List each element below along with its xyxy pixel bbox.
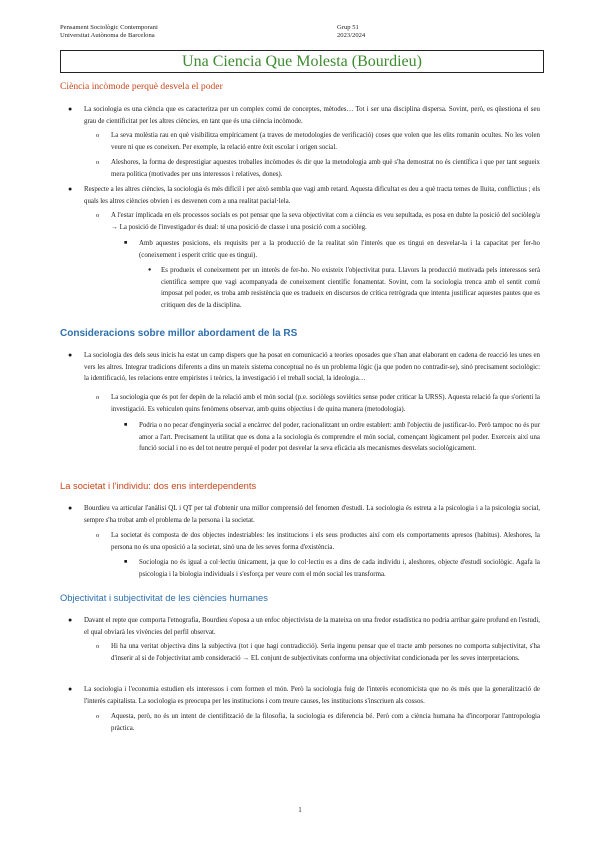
circle-bullet-icon: o	[96, 532, 100, 539]
page-number: 1	[298, 806, 302, 814]
bullet-icon: ●	[68, 185, 73, 193]
paragraph: A l'estar implicada en els processos socials es pot pensar que la seva objectivitat com a ciència es veu sepultada, es posa en dubte la posició del sociòleg/a → La posició de l'investigador és dual: té una posició de classe i una posició com a sociòleg.	[111, 212, 540, 231]
circle-bullet-icon: o	[96, 713, 100, 720]
section-heading-1: Ciència incòmode perquè desvela el poder	[60, 81, 223, 92]
section-heading-2: Consideracions sobre millor abordament de la RS	[60, 328, 298, 339]
running-header-left	[60, 24, 158, 40]
page-title: Una Ciencia Que Molesta (Bourdieu)	[182, 53, 422, 70]
section-heading-3: La societat i l'individu: dos ens interdependents	[60, 480, 257, 491]
paragraph: La seva molèstia rau en què visibilitza empíricament (a traves de metodologies de verificació) coses que volen que les elits romanin ocultes. No les volen veure ni que es coneixen. Per exemple, la relació entre èxit escolar i origen social.	[111, 132, 540, 151]
title-box	[60, 50, 544, 73]
paragraph: Bourdieu va articular l'anàlisi QL i QT per tal d'obtenir una millor comprensió del fenomen d'estudi. La sociologia és estreta a la psicologia i a la psicologia social, sempre s'ha trobat amb el problema de la persona i la societat.	[84, 505, 540, 524]
paragraph: Aleshores, la forma de desprestigiar aquestes troballes incòmodes és dir que la metodologia amb què s'ha demostrat no és científica i que per tant segueix mera política (motivades per uns interessos i relatives, dones).	[111, 159, 540, 178]
paragraph: Amb aquestes posicions, els requisits per a la producció de la realitat són l'interès que es tingui en desvelar-la i la capacitat per fer-ho (coneixement i esperit crític que es tingui).	[139, 240, 540, 259]
header-year: 2023/2024	[337, 32, 366, 39]
paragraph: La sociologia que és pot fer depèn de la relació amb el món social (p.e. sociòlegs soviètics sense poder criticar la URSS). Aquesta relació fa que s'orienti la investigació. Es vehiculen quins fenòmens observar, amb quins objectius i de quina manera (metodologia).	[111, 394, 540, 413]
header-course: Pensament Sociològic Contemporani	[60, 24, 158, 31]
paragraph: La sociologia i l'economia estudien els interessos i com formen el món. Però la sociologia fuig de l'interès economicista que no és més que la generalització de l'interès capitalista. La sociologia es preocupa per les institucions i com treure causes, les institucions s'inscriuen als cossos.	[84, 686, 540, 705]
circle-bullet-icon: o	[96, 159, 100, 166]
circle-bullet-icon: o	[96, 132, 100, 139]
dot-bullet-icon: ●	[148, 267, 152, 273]
section-heading-4: Objectivitat i subjectivitat de les ciències humanes	[60, 592, 268, 603]
square-bullet-icon: ■	[124, 559, 128, 565]
paragraph: Davant el repte que comporta l'etnografia, Bourdieu s'oposa a un enfoc objectivista de la mateixa on una fredor estadística no podria arribar gaire profund en l'estudi, el qual obviarà les vivències del perfil observat.	[84, 617, 540, 636]
square-bullet-icon: ■	[124, 422, 128, 428]
bullet-icon: ●	[68, 616, 73, 624]
bullet-icon: ●	[68, 685, 73, 693]
paragraph: Sociologia no és igual a col·lectiu únicament, ja que lo col·lectiu es a dins de cada individu i, aleshores, objecte d'estudi sociològic. Agafa la psicologia i la biologia individuals i s'esforça per veure com el món social les transforma.	[139, 559, 540, 578]
circle-bullet-icon: o	[96, 212, 100, 219]
paragraph: La sociologia es una ciència que es caracteritza per un complex comú de conceptes, mètodes… Tot i ser una disciplina dispersa. Sovint, però, es qüestiona el seu grau de científicitat per les altres ciències, en tant que és una ciència incòmode.	[84, 106, 540, 125]
running-header-right	[337, 24, 365, 40]
paragraph: La sociologia des dels seus inicis ha estat un camp dispers que ha posat en comunicació a teories oposades que s'han anat elaborant en cadena de reacció les unes en vers les altres. Integrar tradicions diferents a dins un mateix sistema conceptual no és un problema lògic (ja que poden no contradir-se), sinó precisament sociològic: la identificació, les relacions entre empiristes i teòrics, la investigació i el treball social, la ideologia…	[84, 352, 540, 383]
circle-bullet-icon: o	[96, 394, 100, 401]
paragraph: Hi ha una veritat objectiva dins la subjectiva (tot i que hagi contradicció). Seria ingenu pensar que el tracte amb persones no comporta subjectivitat, s'ha d'inserir al si de l'objectivitat amb consideració → EL conjunt de subjectivitats conforma una objectivitat condicionada per les seves interpretacions.	[111, 643, 540, 662]
paragraph: Podria o no pecar d'enginyeria social a encàrrec del poder, racionalitzant un ordre establert: amb l'objectiu de justificar-lo. Però tampoc no és pur amor a l'art. Precisament la utilitat que es dona a la sociologia és comprendre el món social, començant lògicament pel poder. Exerceix així una funció social i no es del tot neutre perquè el poder pot desvelar la seva eficàcia als mecanismes desvelats sociològicament.	[139, 422, 540, 453]
square-bullet-icon: ■	[124, 240, 128, 246]
paragraph: Aquesta, però, no és un intent de cientifització de la filosofia, la sociologia es diferencia bé. Però com a ciència humana ha d'incorporar l'antropologia pràctica.	[111, 713, 540, 732]
header-university: Universitat Autònoma de Barcelona	[60, 32, 155, 39]
paragraph: Respecte a les altres ciències, la sociologia és més difícil i per això sembla que vagi amb retard. Aquesta dificultat es deu a què tracta temes de lluita, conflictius ; els quals les altres ciències obvien i es desvenen com a una realitat pacial·lela.	[84, 186, 540, 205]
paragraph: La societat és composta de dos objectes indestriables: les institucions i els seus productes així com els comportaments apresos (habitus). Aleshores, la persona no és una oposició a la societat, sinó una de les seves forma d'existència.	[111, 532, 540, 551]
paragraph: Es produeix el coneixement per un interès de fer-ho. No existeix l'objectivitat pura. Llavors la producció motivada pels interessos serà científica sempre que vagi acompanyada de coneixement científic fonamentat. Sovint, com la sociologia trenca amb el sentit comú imposat pel poder, es troba amb resistència que es tradueix en discursos de crítica retrògrada que intenta justificar aquestes pautes que es critiquen des de la disciplina.	[161, 267, 540, 309]
header-group: Grup 51	[337, 24, 359, 31]
circle-bullet-icon: o	[96, 643, 100, 650]
bullet-icon: ●	[68, 504, 73, 512]
bullet-icon: ●	[68, 351, 73, 359]
bullet-icon: ●	[68, 105, 73, 113]
